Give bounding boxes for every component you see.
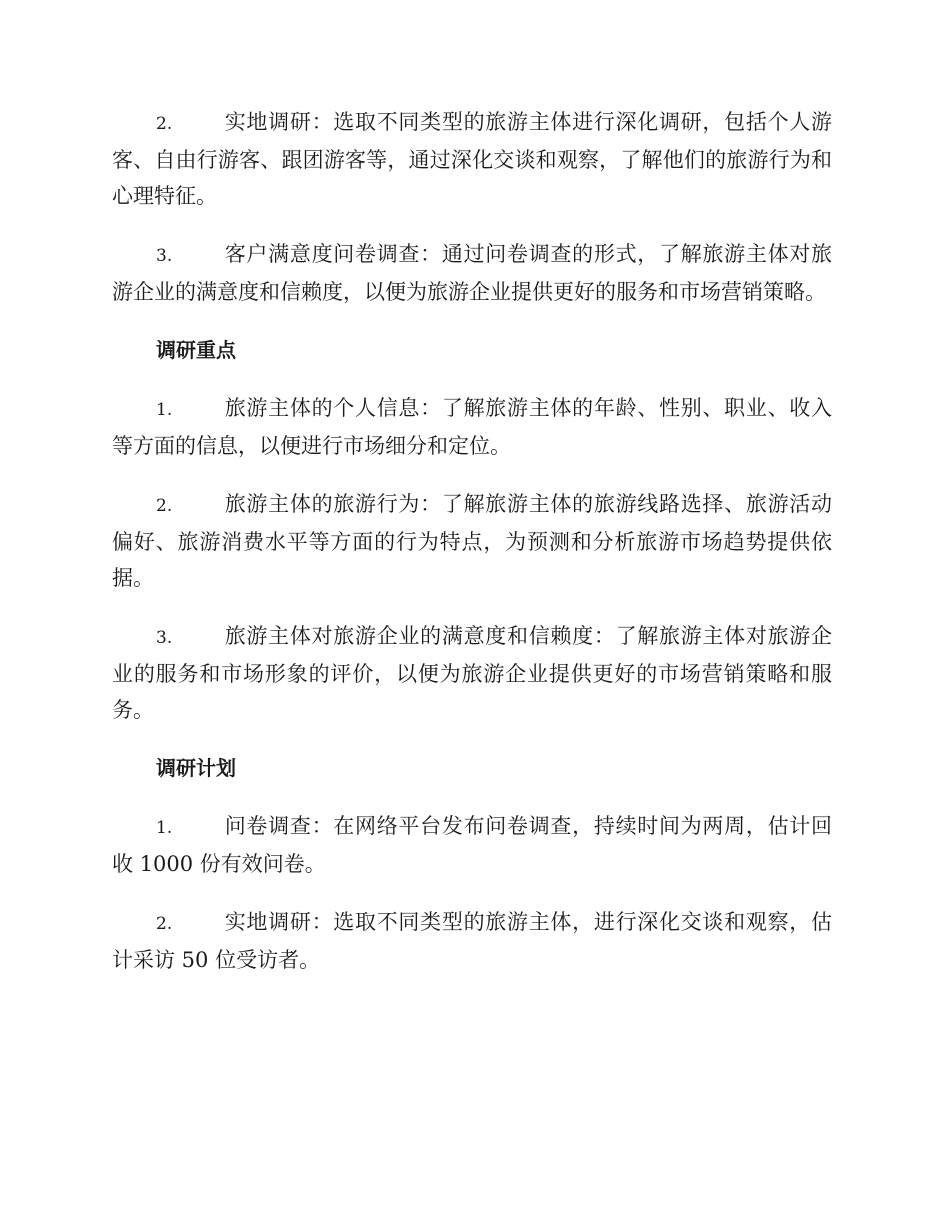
list-item-text: 旅游主体的旅游行为：了解旅游主体的旅游线路选择、旅游活动偏好、旅游消费水平等方面的行为特点，为预测和分析旅游市场趋势提供依据。 [112, 492, 832, 590]
section-heading-research-focus: 调研重点 [156, 338, 236, 362]
list-item [112, 104, 832, 214]
list-number: 2. [156, 914, 173, 934]
list-item [112, 390, 832, 464]
list-number: 1. [156, 818, 173, 838]
list-number: 2. [156, 114, 173, 134]
list-item [112, 904, 832, 978]
list-number: 3. [156, 246, 173, 266]
list-item-text: 旅游主体对旅游企业的满意度和信赖度：了解旅游主体对旅游企业的服务和市场形象的评价，以便为旅游企业提供更好的市场营销策略和服务。 [112, 624, 832, 722]
section-heading-research-plan: 调研计划 [156, 756, 236, 780]
list-number: 1. [156, 400, 173, 420]
list-item-text: 客户满意度问卷调查：通过问卷调查的形式，了解旅游主体对旅游企业的满意度和信赖度，以便为旅游企业提供更好的服务和市场营销策略。 [112, 242, 832, 304]
list-number: 2. [156, 496, 173, 516]
list-item-text: 实地调研：选取不同类型的旅游主体进行深化调研，包括个人游客、自由行游客、跟团游客等，通过深化交谈和观察，了解他们的旅游行为和心理特征。 [112, 110, 832, 208]
list-item [112, 618, 832, 728]
list-item [112, 236, 832, 310]
list-item [112, 486, 832, 596]
list-item-text: 实地调研：选取不同类型的旅游主体，进行深化交谈和观察，估计采访 50 位受访者。 [112, 910, 832, 972]
list-item-text: 问卷调查：在网络平台发布问卷调查，持续时间为两周，估计回收 1000 份有效问卷。 [112, 814, 832, 876]
list-item [112, 808, 832, 882]
list-number: 3. [156, 628, 173, 648]
list-item-text: 旅游主体的个人信息：了解旅游主体的年龄、性别、职业、收入等方面的信息，以便进行市场细分和定位。 [112, 396, 832, 458]
